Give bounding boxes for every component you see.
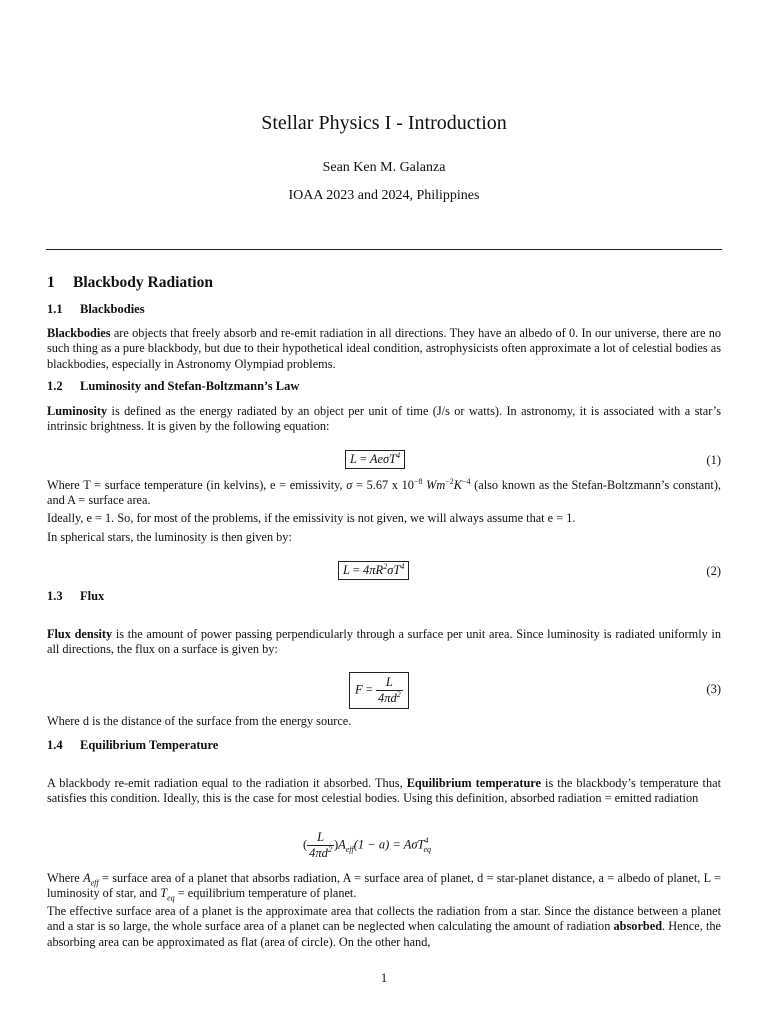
paragraph-equilibrium xyxy=(47,776,721,807)
subsection-number: 1.1 xyxy=(47,302,63,316)
equation-number-3: (3) xyxy=(706,682,721,696)
text: (also known as the Stefan-Boltzmann’s constant), and A = surface area. xyxy=(47,478,721,508)
subsection-number: 1.2 xyxy=(47,379,63,393)
equation-4: ( $\frac{L}{4\pi d^2}$ )$A_{eff}(1 - a) = A\sigma T^4_{eq}$ xyxy=(303,830,432,860)
eq-rhs: 4πR xyxy=(363,563,384,577)
paragraph-where-flux: Where d is the distance of the surface from the energy source. xyxy=(47,714,352,728)
subscript: eff xyxy=(90,878,99,888)
subsection-title: Blackbodies xyxy=(80,302,145,316)
fraction-denominator xyxy=(307,846,334,861)
text: . Hence, the absorbing area can be approximated as flat (area of circle). On the other hand, xyxy=(47,919,721,949)
exponent: −4 xyxy=(461,476,471,486)
subsection-title: Equilibrium Temperature xyxy=(80,738,219,752)
paragraph-spherical: In spherical stars, the luminosity is then given by: xyxy=(47,530,292,544)
subsection-title: Luminosity and Stefan-Boltzmann’s Law xyxy=(80,379,300,393)
subsection-number: 1.4 xyxy=(47,738,63,752)
paragraph-text: is defined as the energy radiated by an object per unit of time (J/s or watts). In astronomy, it is associated with a star’s intrinsic brightness. It is given by the following equation: xyxy=(47,404,721,434)
eq-exponent: 4 xyxy=(396,450,401,460)
equation-number-1: (1) xyxy=(706,453,721,467)
eq-rhs: σT xyxy=(387,563,401,577)
paragraph-effective-area xyxy=(47,904,721,950)
fraction-numerator: L xyxy=(307,830,334,846)
paragraph-ideal: Ideally, e = 1. So, for most of the problems, if the emissivity is not given, we will always assume that e = 1. xyxy=(47,511,576,525)
term-flux-density: Flux density xyxy=(47,627,113,641)
equation-1: L = AeσT$^4$ xyxy=(345,450,405,469)
subsection-number: 1.3 xyxy=(47,589,63,603)
eq-lhs: L xyxy=(350,452,357,466)
text: = surface area of a planet that absorbs radiation, A = surface area of planet, d = star-planet distance, a = albedo of planet, L = luminosity of star, and xyxy=(47,871,722,901)
paragraph-text: is the amount of power passing perpendicularly through a surface per unit area. Since luminosity is radiated uniformly in all directions, the flux on a surface is given by: xyxy=(47,627,721,657)
fraction-numerator: L xyxy=(376,675,403,691)
text: = equilibrium temperature of planet. xyxy=(174,886,357,901)
eq-fraction xyxy=(307,830,334,861)
units: Wm xyxy=(426,478,446,492)
eq-exponent: 2 xyxy=(383,561,388,571)
subscript: eq xyxy=(167,893,175,903)
denominator-exponent: 2 xyxy=(327,844,332,854)
equation-3: F = $\frac{L}{4\pi d^2}$ xyxy=(349,672,409,709)
paper-title: Stellar Physics I - Introduction xyxy=(261,112,507,134)
paragraph-blackbodies xyxy=(47,326,721,372)
title-divider xyxy=(46,249,722,250)
eq-lhs: L xyxy=(343,563,350,577)
eq-subscript: eq xyxy=(423,844,432,854)
denominator-text: 4πd xyxy=(377,691,397,705)
paragraph-flux xyxy=(47,627,721,658)
eq-exponent: 4 xyxy=(424,836,429,846)
text: = 5.67 x 10 xyxy=(352,478,414,492)
term-blackbodies: Blackbodies xyxy=(47,326,111,340)
text: The effective surface area of a planet is the approximate area that collects the radiation from a star. Since the distance between a planet and a star is so large, the whole surface area of a planet can be neglected when calculating the amount of radiation xyxy=(47,904,721,934)
denominator-text: 4πd xyxy=(309,846,328,860)
eq-term: A xyxy=(338,837,346,852)
symbol: A xyxy=(83,871,91,885)
subsection-title: Flux xyxy=(80,589,105,603)
subsection-heading-1-2 xyxy=(47,379,299,394)
author-name: Sean Ken M. Galanza xyxy=(322,160,446,175)
eq-rhs: AeσT xyxy=(369,452,397,466)
eq-fraction xyxy=(376,675,403,706)
symbol: T xyxy=(160,886,168,901)
paragraph-where-1 xyxy=(47,478,721,509)
eq-term: (1 − a) = AσT xyxy=(353,837,425,852)
subsection-heading-1-4 xyxy=(47,738,218,753)
page-number: 1 xyxy=(380,971,388,985)
text: Where xyxy=(47,871,84,885)
text: Where T = surface temperature (in kelvins), e = emissivity, xyxy=(47,478,347,492)
section-heading-1 xyxy=(47,274,213,292)
term-equilibrium-temperature: Equilibrium temperature xyxy=(406,776,541,790)
denominator-exponent: 2 xyxy=(396,689,401,699)
eq-exponent: 4 xyxy=(400,561,405,571)
affiliation: IOAA 2023 and 2024, Philippines xyxy=(288,188,480,203)
term-absorbed: absorbed xyxy=(613,919,663,934)
section-number: 1 xyxy=(47,274,55,291)
text: A blackbody re-emit radiation equal to the radiation it absorbed. Thus, xyxy=(47,776,407,790)
exponent: −8 xyxy=(413,476,423,486)
units: K xyxy=(453,478,462,492)
equation-2: $L = 4\pi R^2\sigma T^4$ xyxy=(338,561,409,580)
subsection-heading-1-1 xyxy=(47,302,145,317)
eq-lhs: F xyxy=(355,682,363,697)
section-title: Blackbody Radiation xyxy=(73,274,213,291)
exponent: −2 xyxy=(445,476,454,486)
paragraph-where-equilibrium xyxy=(47,871,721,902)
sigma-symbol: σ xyxy=(346,478,353,492)
eq-subscript: eff xyxy=(345,844,354,854)
fraction-denominator xyxy=(376,691,403,706)
term-luminosity: Luminosity xyxy=(47,404,108,418)
text: is the blackbody’s temperature that satisfies this condition. Ideally, this is the case for most celestial bodies. Using this definition, absorbed radiation = emitted radiation xyxy=(47,776,721,806)
paragraph-luminosity xyxy=(47,404,721,435)
equation-number-2: (2) xyxy=(706,564,721,578)
subsection-heading-1-3 xyxy=(47,589,104,604)
paragraph-text: are objects that freely absorb and re-emit radiation in all directions. They have an albedo of 0. In our universe, there are no such thing as a pure blackbody, but due to their hypothetical ideal condition, astrophysicists often approximate a lot of celestial bodies as blackbodies, especially in Astronomy Olympiad problems. xyxy=(47,326,721,371)
